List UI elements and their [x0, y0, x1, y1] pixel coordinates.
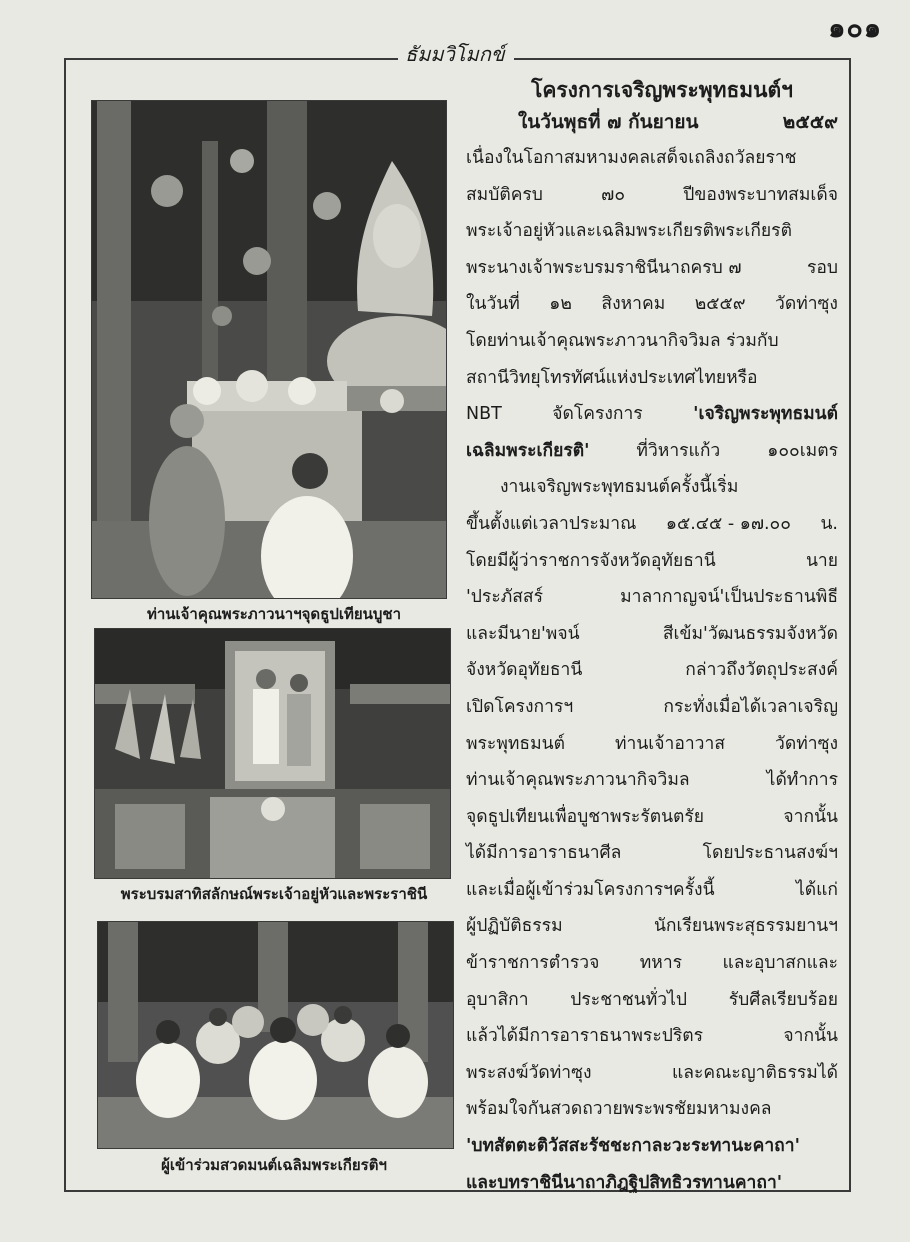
article-text: จัดโครงการ: [552, 404, 643, 425]
article-text: โดยมีผู้ว่าราชการจังหวัดอุทัยธานี: [466, 550, 716, 571]
article-text: ๒๕๕๙: [694, 294, 746, 315]
article-line: [466, 469, 838, 506]
article-text: จากนั้น: [783, 806, 838, 827]
article-text: ได้แก่: [795, 879, 838, 900]
article-text: และมีนาย'พจน์: [466, 623, 580, 644]
article-text: กระทั่งเมื่อได้เวลาเจริญ: [663, 696, 838, 717]
article-text: และบทราชินีนาถาภิฎฐิปสิทธิวรทานคาถา': [466, 1172, 783, 1193]
article-line: [466, 799, 838, 836]
article-text: และอุบาสกและ: [722, 953, 838, 974]
photo-caption: ผู้เข้าร่วมสวดมนต์เฉลิมพระเกียรติฯ: [161, 1156, 387, 1174]
article-line: [466, 1018, 838, 1055]
article-text: รับศีลเรียบร้อย: [728, 989, 838, 1010]
photo-caption: พระบรมสาทิสลักษณ์พระเจ้าอยู่หัวและพระราชินี: [120, 885, 428, 903]
article-line: [466, 1165, 838, 1202]
article-line: [466, 140, 838, 177]
article-text: มาลากาญจน์'เป็นประธานพิธี: [620, 587, 838, 608]
article-text: ๑๐๐เมตร: [767, 440, 838, 461]
article-text: ๑๕.๔๕ - ๑๗.๐๐: [665, 513, 791, 534]
article-text: ข้าราชการตำรวจ: [466, 953, 600, 974]
article-text: สถานีวิทยุโทรทัศน์แห่งประเทศไทยหรือ: [466, 367, 758, 388]
article-body: [466, 140, 838, 1201]
article-text: และเมื่อผู้เข้าร่วมโครงการฯครั้งนี้: [466, 879, 715, 900]
article-line: [466, 1091, 838, 1128]
article-text: ขึ้นตั้งแต่เวลาประมาณ: [466, 513, 637, 534]
article-text: ในวันที่: [466, 294, 520, 315]
article-line: [466, 726, 838, 763]
article-text: สีเข้ม'วัฒนธรรมจังหวัด: [662, 623, 838, 644]
article-line: [466, 689, 838, 726]
article-text: จุดธูปเทียนเพื่อบูชาพระรัตนตรัย: [466, 806, 705, 827]
article-text: สมบัติครบ: [466, 184, 543, 205]
article-text: และคณะญาติธรรมได้: [671, 1062, 838, 1083]
article-text: ได้มีการอาราธนาศีล: [466, 843, 622, 864]
article-text: พระเจ้าอยู่หัวและเฉลิมพระเกียรติพระเกียรติ: [466, 221, 792, 242]
article-line: [466, 286, 838, 323]
article-line: [466, 360, 838, 397]
running-header: ธัมมวิโมกข์: [405, 42, 505, 66]
article-text: พระนางเจ้าพระบรมราชินีนาถครบ ๗: [466, 257, 742, 278]
page-number: ๑๐๑: [828, 13, 882, 44]
article-text: นาย: [805, 550, 838, 571]
article-text: ท่านเจ้าอาวาส: [614, 733, 726, 754]
article-line: [466, 982, 838, 1019]
article-line: [466, 872, 838, 909]
article-line: [466, 1128, 838, 1165]
photo-caption: ท่านเจ้าคุณพระภาวนาฯจุดธูปเทียนบูชา: [146, 605, 402, 623]
article-text: งานเจริญพระพุทธมนต์ครั้งนี้เริ่ม: [500, 477, 739, 498]
royal-portrait-altar-photo: [95, 629, 450, 878]
article-text: จากนั้น: [783, 1026, 838, 1047]
article-text: นักเรียนพระสุธรรมยานฯ: [653, 916, 838, 937]
article-text: 'ประภัสสร์: [466, 587, 544, 608]
article-text: จังหวัดอุทัยธานี: [466, 660, 583, 681]
article-text: โดยท่านเจ้าคุณพระภาวนากิจวิมล ร่วมกับ: [466, 330, 779, 351]
article-text: ท่านเจ้าคุณพระภาวนากิจวิมล: [466, 770, 690, 791]
article-text: สิงหาคม: [601, 294, 666, 315]
temple-altar-ceremony-photo: [92, 101, 446, 598]
article-text: พระพุทธมนต์: [466, 733, 565, 754]
article-line: [466, 323, 838, 360]
article-text: โดยประธานสงฆ์ฯ: [702, 843, 838, 864]
article-line: [466, 762, 838, 799]
article-text: รอบ: [806, 257, 838, 278]
article-dateline: [466, 106, 838, 138]
article-text: วัดท่าซุง: [775, 294, 838, 315]
dateline-date: ในวันพุธที่ ๗ กันยายน: [518, 111, 699, 133]
article-text: ปีของพระบาทสมเด็จ: [683, 184, 838, 205]
article-text: ๑๒: [549, 294, 572, 315]
article-text: ๗๐: [601, 184, 625, 205]
article-text: ที่วิหารแก้ว: [636, 440, 721, 461]
article-line: [466, 835, 838, 872]
article-text: อุบาสิกา: [466, 989, 529, 1010]
article-line: [466, 396, 838, 433]
article-line: [466, 433, 838, 470]
article-text: 'เจริญพระพุทธมนต์: [693, 404, 838, 425]
chanting-participants-photo: [98, 922, 453, 1148]
article-text: NBT: [466, 404, 502, 425]
article-text: 'บทสัตตะติวัสสะรัชชะกาละวะระทานะคาถา': [466, 1136, 800, 1157]
article-line: [466, 213, 838, 250]
dateline-year: ๒๕๕๙: [782, 111, 838, 133]
article-text: พระสงฆ์วัดท่าซุง: [466, 1062, 592, 1083]
article-text: น.: [820, 513, 838, 534]
article-text: เปิดโครงการฯ: [466, 696, 574, 717]
article-text: กล่าวถึงวัตถุประสงค์: [685, 660, 838, 681]
article-text: ผู้ปฏิบัติธรรม: [466, 916, 563, 937]
article-line: [466, 945, 838, 982]
article-line: [466, 652, 838, 689]
article-line: [466, 908, 838, 945]
article-line: [466, 616, 838, 653]
article-text: ทหาร: [639, 953, 683, 974]
article-text: พร้อมใจกันสวดถวายพระพรชัยมหามงคล: [466, 1099, 772, 1120]
article-line: [466, 250, 838, 287]
article-text: เฉลิมพระเกียรติ': [466, 440, 590, 461]
article-line: [466, 506, 838, 543]
article-text: แล้วได้มีการอาราธนาพระปริตร: [466, 1026, 703, 1047]
article-line: [466, 579, 838, 616]
article: [466, 74, 838, 1201]
article-text: วัดท่าซุง: [775, 733, 838, 754]
article-text: เนื่องในโอกาสมหามงคลเสด็จเถลิงถวัลยราช: [466, 148, 797, 168]
article-line: [466, 543, 838, 580]
article-text: ประชาชนทั่วไป: [570, 989, 688, 1010]
article-line: [466, 1055, 838, 1092]
article-text: ได้ทำการ: [766, 770, 838, 791]
article-headline: โครงการเจริญพระพุทธมนต์ฯ: [531, 78, 793, 102]
article-line: [466, 177, 838, 214]
